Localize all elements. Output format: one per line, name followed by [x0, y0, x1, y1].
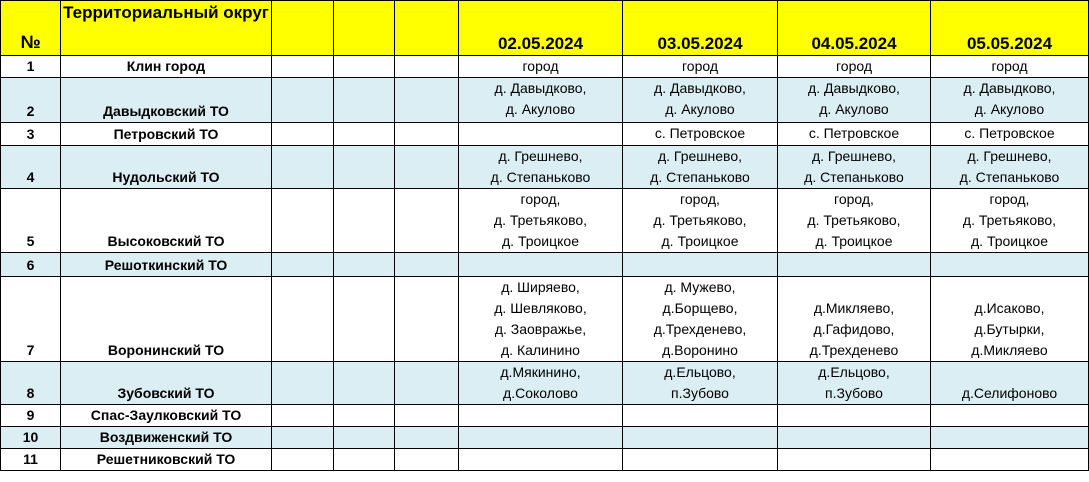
territory-name[interactable]: Нудольский ТО [61, 146, 272, 189]
settlement-text: д. Троицкое [661, 233, 739, 249]
table-row [1, 123, 1089, 146]
header-row [1, 1, 1089, 56]
table-row [1, 405, 1089, 427]
schedule-cell[interactable] [778, 405, 931, 427]
schedule-cell[interactable] [778, 56, 931, 78]
schedule-cell[interactable] [778, 277, 931, 362]
schedule-cell[interactable] [459, 78, 623, 123]
settlement-text: д. Заовражье, [494, 321, 587, 337]
settlement-text: д.Бутырки, [974, 321, 1045, 337]
empty-cell[interactable] [272, 189, 334, 253]
table-row [1, 189, 1089, 253]
schedule-cell[interactable] [931, 253, 1089, 277]
schedule-cell[interactable] [931, 123, 1089, 146]
row-number[interactable]: 6 [1, 253, 61, 277]
row-number[interactable]: 9 [1, 405, 61, 427]
row-number[interactable]: 8 [1, 362, 61, 405]
header-empty-cell[interactable] [272, 1, 334, 56]
empty-cell[interactable] [272, 362, 334, 405]
empty-cell[interactable] [334, 56, 395, 78]
settlement-text: с. Петровское [964, 125, 1055, 141]
schedule-cell[interactable] [459, 123, 623, 146]
settlement-text: д. Ширяево, [501, 279, 580, 295]
settlement-text: с. Петровское [654, 125, 746, 141]
empty-cell[interactable] [272, 427, 334, 449]
settlement-text: д. Акулово [819, 101, 889, 117]
header-date-2[interactable]: 03.05.2024 [623, 1, 778, 56]
settlement-text: город [991, 58, 1028, 74]
settlement-text: д. Давыдково, [963, 80, 1056, 96]
territory-name[interactable]: Зубовский ТО [61, 362, 272, 405]
schedule-cell[interactable] [459, 405, 623, 427]
schedule-cell[interactable] [931, 427, 1089, 449]
settlement-text: д.Мякинино, [500, 364, 581, 380]
settlement-text: д.Трехденево, [653, 321, 747, 337]
territory-name[interactable]: Давыдковский ТО [61, 78, 272, 123]
row-number[interactable]: 10 [1, 427, 61, 449]
settlement-text: д. Степаньково [804, 169, 904, 185]
schedule-cell[interactable] [931, 78, 1089, 123]
settlement-text: д. Троицкое [971, 233, 1048, 249]
schedule-cell[interactable] [623, 146, 778, 189]
schedule-cell[interactable] [623, 78, 778, 123]
settlement-text: город [681, 58, 719, 74]
settlement-text: д. Степаньково [490, 169, 591, 185]
schedule-cell[interactable] [459, 427, 623, 449]
schedule-cell[interactable] [931, 277, 1089, 362]
empty-cell[interactable] [334, 253, 395, 277]
empty-cell[interactable] [395, 405, 459, 427]
empty-cell[interactable] [334, 427, 395, 449]
empty-cell[interactable] [272, 405, 334, 427]
empty-cell[interactable] [395, 189, 459, 253]
schedule-cell[interactable] [623, 405, 778, 427]
row-number[interactable]: 3 [1, 123, 61, 146]
settlement-text: д.Борщево, [662, 300, 738, 316]
settlement-text: д. Троицкое [502, 233, 579, 249]
empty-cell[interactable] [395, 253, 459, 277]
table-row [1, 78, 1089, 123]
settlement-text: д. Акулово [974, 101, 1045, 117]
table-body [1, 1, 1089, 471]
schedule-cell[interactable] [623, 56, 778, 78]
territory-name[interactable]: Высоковский ТО [61, 189, 272, 253]
settlement-text: д. Грешнево, [657, 148, 743, 164]
empty-cell[interactable] [395, 56, 459, 78]
schedule-cell[interactable] [778, 78, 931, 123]
empty-cell[interactable] [272, 123, 334, 146]
empty-cell[interactable] [334, 277, 395, 362]
settlement-text: д. Грешнево, [811, 148, 897, 164]
territory-name[interactable]: Решетниковский ТО [61, 449, 272, 471]
empty-cell[interactable] [334, 189, 395, 253]
row-number[interactable]: 7 [1, 277, 61, 362]
territory-name[interactable]: Спас-Заулковский ТО [61, 405, 272, 427]
schedule-cell[interactable] [931, 189, 1089, 253]
settlement-text: п.Зубово [671, 385, 729, 401]
settlement-text: д. Троицкое [815, 233, 893, 249]
schedule-cell[interactable] [778, 362, 931, 405]
settlement-text: город, [834, 191, 874, 207]
settlement-text: город, [989, 191, 1030, 207]
schedule-cell[interactable] [931, 449, 1089, 471]
empty-cell[interactable] [334, 362, 395, 405]
settlement-text [933, 362, 1086, 383]
settlement-text: д.Исаково, [974, 300, 1045, 316]
schedule-cell[interactable] [623, 189, 778, 253]
empty-cell[interactable] [395, 427, 459, 449]
schedule-cell[interactable] [623, 427, 778, 449]
settlement-text: д. Акулово [505, 101, 576, 117]
settlement-text: д. Акулово [665, 101, 735, 117]
header-date-1[interactable]: 02.05.2024 [459, 1, 623, 56]
row-number[interactable]: 11 [1, 449, 61, 471]
settlement-text: д. Грешнево, [498, 148, 583, 164]
table-row [1, 362, 1089, 405]
territory-name[interactable]: Решоткинский ТО [61, 253, 272, 277]
settlement-text: д.Воронино [662, 342, 738, 358]
schedule-cell[interactable] [459, 277, 623, 362]
settlement-text: д. Грешнево, [967, 148, 1052, 164]
schedule-cell[interactable] [931, 56, 1089, 78]
table-row [1, 427, 1089, 449]
territory-name[interactable]: Клин город [61, 56, 272, 78]
territory-name[interactable]: Воздвиженский ТО [61, 427, 272, 449]
empty-cell[interactable] [334, 78, 395, 123]
settlement-text: д. Третьяково, [962, 212, 1057, 228]
empty-cell[interactable] [395, 146, 459, 189]
settlement-text: д.Соколово [503, 385, 578, 401]
settlement-text: д. Давыдково, [654, 80, 746, 96]
settlement-text [780, 277, 928, 298]
row-number[interactable]: 2 [1, 78, 61, 123]
empty-cell[interactable] [272, 253, 334, 277]
schedule-cell[interactable] [778, 253, 931, 277]
schedule-cell[interactable] [623, 449, 778, 471]
settlement-text: город, [520, 191, 561, 207]
settlement-text: д.Микляево, [813, 300, 895, 316]
settlement-text: д.Селифоново [961, 385, 1058, 401]
header-okrug[interactable]: Территориальный округ [61, 1, 272, 56]
settlement-text: д. Третьяково, [807, 212, 901, 228]
row-number[interactable]: 4 [1, 146, 61, 189]
table-row [1, 56, 1089, 78]
settlement-text: город, [680, 191, 720, 207]
settlement-text: п.Зубово [825, 385, 883, 401]
settlement-text: д. Давыдково, [808, 80, 900, 96]
settlement-text: д. Давыдково, [494, 80, 587, 96]
schedule-cell[interactable] [931, 146, 1089, 189]
settlement-text: д.Трехденево [809, 342, 899, 358]
schedule-cell[interactable] [459, 56, 623, 78]
row-number[interactable]: 5 [1, 189, 61, 253]
settlement-text: город [522, 58, 559, 74]
settlement-text: д. Калинино [501, 342, 580, 358]
schedule-cell[interactable] [459, 146, 623, 189]
schedule-cell[interactable] [623, 362, 778, 405]
header-date-4[interactable]: 05.05.2024 [931, 1, 1089, 56]
settlement-text: д.Ельцово, [664, 364, 736, 380]
empty-cell[interactable] [272, 277, 334, 362]
settlement-text: д.Ельцово, [818, 364, 890, 380]
empty-cell[interactable] [395, 277, 459, 362]
territory-name[interactable]: Воронинский ТО [61, 277, 272, 362]
schedule-cell[interactable] [778, 146, 931, 189]
settlement-text [933, 277, 1086, 298]
settlement-text: д. Степаньково [650, 169, 750, 185]
empty-cell[interactable] [272, 56, 334, 78]
schedule-cell[interactable] [931, 362, 1089, 405]
schedule-cell[interactable] [778, 189, 931, 253]
header-empty-cell[interactable] [395, 1, 459, 56]
settlement-text: д. Шевляково, [494, 300, 587, 316]
schedule-cell[interactable] [778, 449, 931, 471]
schedule-cell[interactable] [459, 253, 623, 277]
header-date-3[interactable]: 04.05.2024 [778, 1, 931, 56]
row-number[interactable]: 1 [1, 56, 61, 78]
schedule-cell[interactable] [459, 449, 623, 471]
empty-cell[interactable] [272, 146, 334, 189]
empty-cell[interactable] [334, 146, 395, 189]
schedule-cell[interactable] [623, 123, 778, 146]
schedule-cell[interactable] [459, 362, 623, 405]
table-row [1, 146, 1089, 189]
empty-cell[interactable] [395, 362, 459, 405]
settlement-text: д. Третьяково, [653, 212, 747, 228]
empty-cell[interactable] [272, 449, 334, 471]
schedule-cell[interactable] [623, 253, 778, 277]
settlement-text: город [835, 58, 873, 74]
table-row [1, 449, 1089, 471]
table-row [1, 277, 1089, 362]
settlement-text: д.Гафидово, [813, 321, 895, 337]
table-row [1, 253, 1089, 277]
empty-cell[interactable] [272, 78, 334, 123]
schedule-cell[interactable] [778, 427, 931, 449]
settlement-text: с. Петровское [808, 125, 900, 141]
schedule-cell[interactable] [931, 405, 1089, 427]
settlement-text: д. Мужево, [664, 279, 736, 295]
empty-cell[interactable] [334, 449, 395, 471]
header-num[interactable]: № [1, 1, 61, 56]
schedule-cell[interactable] [623, 277, 778, 362]
settlement-text: д. Третьяково, [493, 212, 588, 228]
empty-cell[interactable] [334, 123, 395, 146]
empty-cell[interactable] [395, 78, 459, 123]
schedule-cell[interactable] [778, 123, 931, 146]
territory-name[interactable]: Петровский ТО [61, 123, 272, 146]
settlement-text: д.Микляево [971, 342, 1048, 358]
empty-cell[interactable] [395, 123, 459, 146]
empty-cell[interactable] [395, 449, 459, 471]
settlement-text: д. Степаньково [959, 169, 1060, 185]
header-empty-cell[interactable] [334, 1, 395, 56]
empty-cell[interactable] [334, 405, 395, 427]
schedule-cell[interactable] [459, 189, 623, 253]
